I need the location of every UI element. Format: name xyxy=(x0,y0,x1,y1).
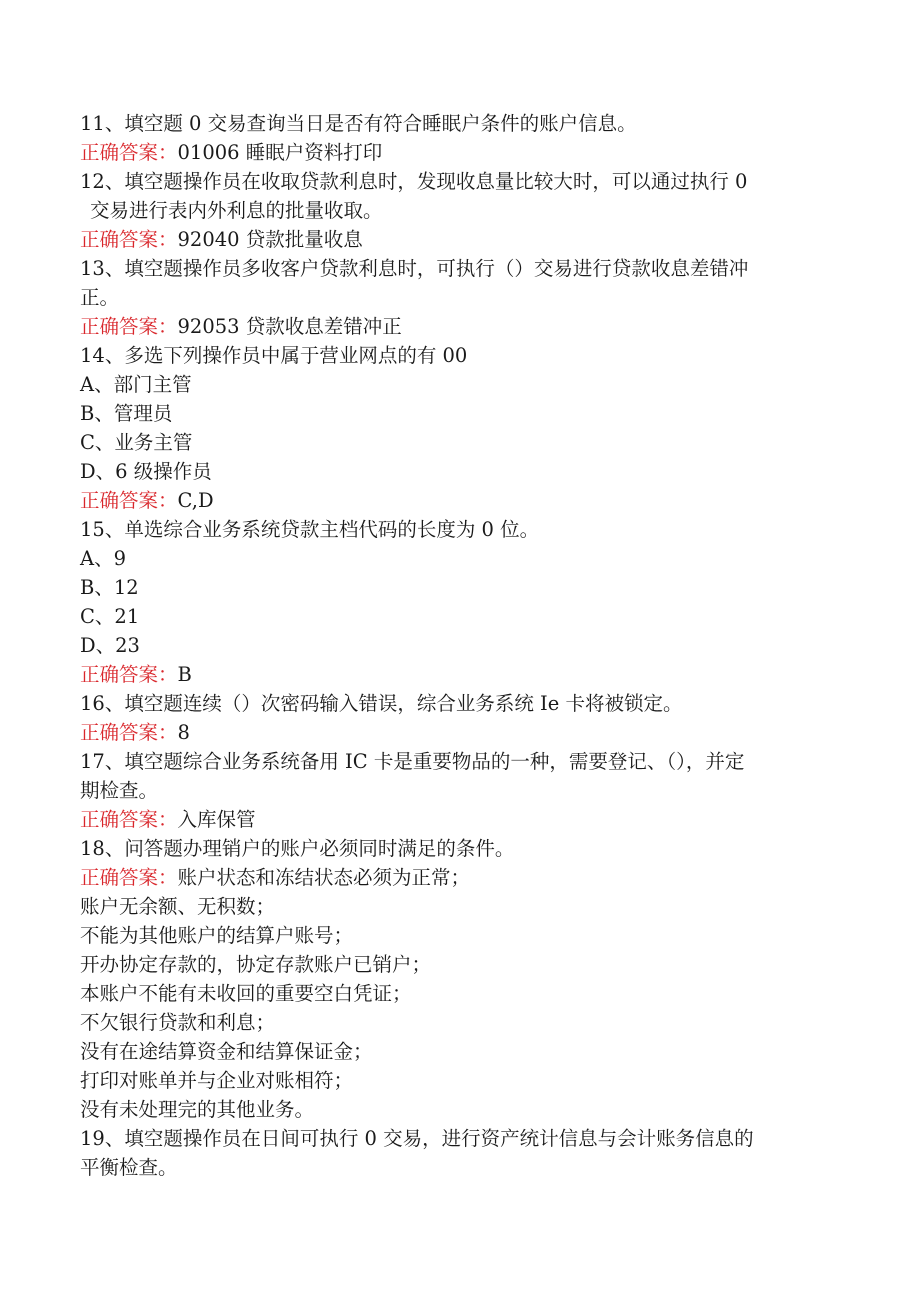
option-15-c: C、21 xyxy=(80,605,140,628)
answer-label: 正确答案： xyxy=(80,489,178,512)
answer-16 xyxy=(80,718,840,747)
answer-value: 01006 睡眠户资料打印 xyxy=(177,141,383,164)
question-13-line-1: 13、填空题操作员多收客户贷款利息时，可执行（）交易进行贷款收息差错冲 xyxy=(80,257,749,280)
question-11: 11、填空题 0 交易查询当日是否有符合睡眠户条件的账户信息。 xyxy=(80,112,637,135)
question-15: 15、单选综合业务系统贷款主档代码的长度为 0 位。 xyxy=(80,518,540,541)
option-14-c: C、业务主管 xyxy=(80,431,193,454)
option-14-a: A、部门主管 xyxy=(80,373,192,396)
document-page xyxy=(80,109,840,1182)
answer-18-line-5: 本账户不能有未收回的重要空白凭证； xyxy=(80,982,412,1005)
answer-label: 正确答案： xyxy=(80,663,178,686)
answer-value: 92053 贷款收息差错冲正 xyxy=(177,315,402,338)
answer-18-line-7: 没有在途结算资金和结算保证金； xyxy=(80,1040,373,1063)
answer-17 xyxy=(80,805,840,834)
answer-value: 8 xyxy=(177,721,190,744)
question-19-line-2: 平衡检查。 xyxy=(80,1156,178,1179)
answer-label: 正确答案： xyxy=(80,141,178,164)
question-12-line-2: 交易进行表内外利息的批量收取。 xyxy=(90,199,383,222)
question-19-line-1: 19、填空题操作员在日间可执行 0 交易，进行资产统计信息与会计账务信息的 xyxy=(80,1127,754,1150)
answer-label: 正确答案： xyxy=(80,315,178,338)
question-12-line-1: 12、填空题操作员在收取贷款利息时，发现收息量比较大时，可以通过执行 0 xyxy=(80,170,748,193)
answer-18-line-4: 开办协定存款的，协定存款账户已销户； xyxy=(80,953,432,976)
question-16: 16、填空题连续（）次密码输入错误，综合业务系统 Ie 卡将被锁定。 xyxy=(80,692,683,715)
answer-label: 正确答案： xyxy=(80,866,178,889)
question-18: 18、问答题办理销户的账户必须同时满足的条件。 xyxy=(80,837,515,860)
answer-13 xyxy=(80,312,840,341)
answer-label: 正确答案： xyxy=(80,808,178,831)
answer-value: 账户状态和冻结状态必须为正常； xyxy=(177,866,471,889)
answer-18-line-6: 不欠银行贷款和利息； xyxy=(80,1011,276,1034)
answer-label: 正确答案： xyxy=(80,721,178,744)
answer-18-line-8: 打印对账单并与企业对账相符； xyxy=(80,1069,354,1092)
answer-18 xyxy=(80,863,840,892)
option-14-b: B、管理员 xyxy=(80,402,173,425)
option-14-d: D、6 级操作员 xyxy=(80,460,212,483)
option-15-d: D、23 xyxy=(80,634,140,657)
question-17-line-2: 期检查。 xyxy=(80,779,159,802)
answer-18-line-3: 不能为其他账户的结算户账号； xyxy=(80,924,354,947)
answer-11 xyxy=(80,138,840,167)
answer-value: B xyxy=(177,663,192,686)
answer-18-line-2: 账户无余额、无积数； xyxy=(80,895,276,918)
answer-15 xyxy=(80,660,840,689)
question-13-line-2: 正。 xyxy=(80,286,120,309)
answer-value: C,D xyxy=(177,489,214,512)
option-15-b: B、12 xyxy=(80,576,139,599)
answer-12 xyxy=(80,225,840,254)
question-17-line-1: 17、填空题综合业务系统备用 IC 卡是重要物品的一种，需要登记、（），并定 xyxy=(80,750,745,773)
answer-value: 入库保管 xyxy=(177,808,256,831)
answer-value: 92040 贷款批量收息 xyxy=(177,228,363,251)
question-14: 14、多选下列操作员中属于营业网点的有 00 xyxy=(80,344,468,367)
answer-18-line-9: 没有未处理完的其他业务。 xyxy=(80,1098,315,1121)
answer-14 xyxy=(80,486,840,515)
answer-label: 正确答案： xyxy=(80,228,178,251)
option-15-a: A、9 xyxy=(80,547,126,570)
